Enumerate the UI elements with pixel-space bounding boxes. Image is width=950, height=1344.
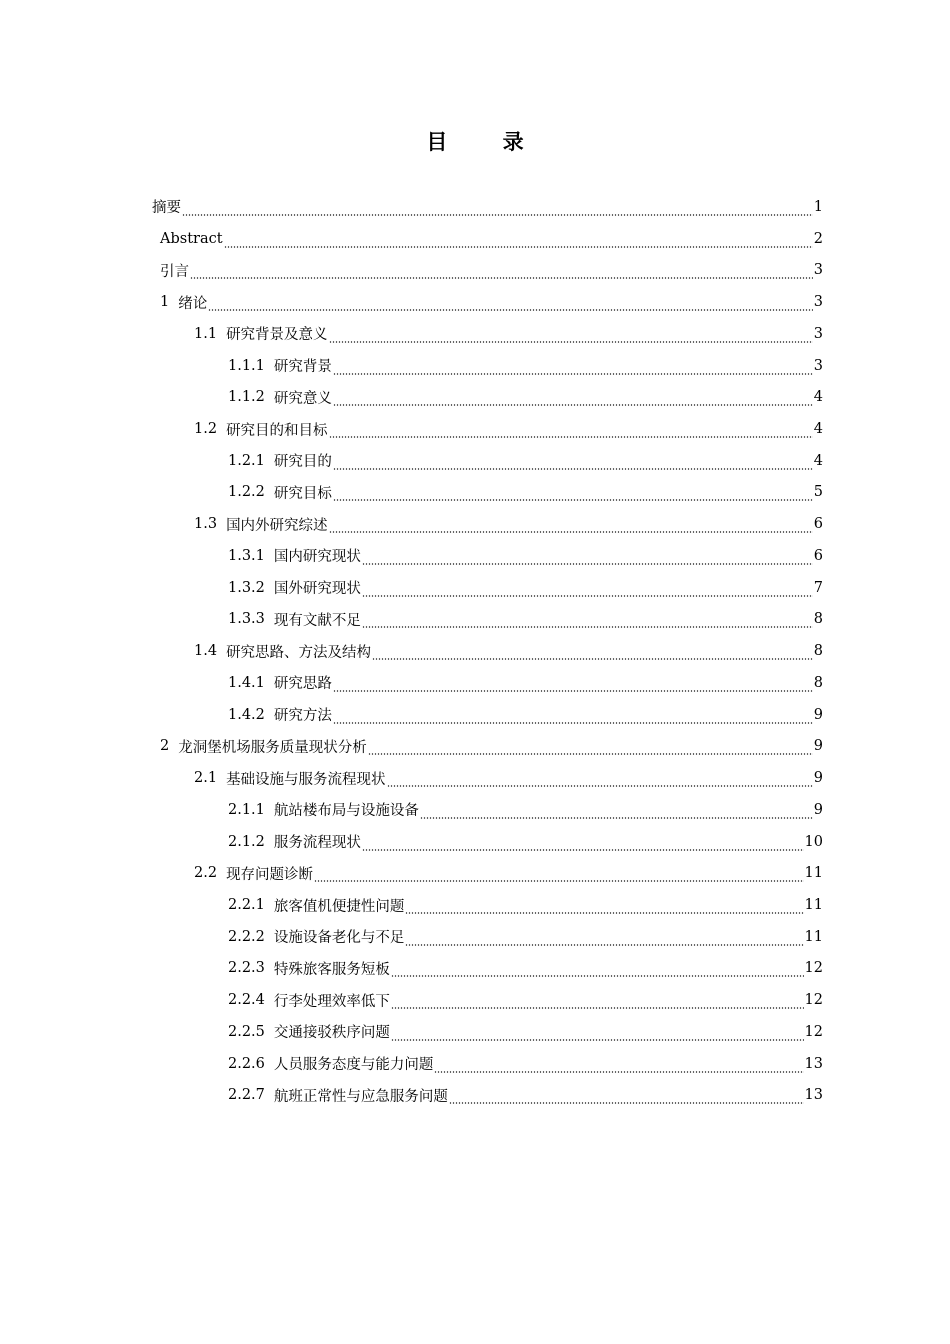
toc-entry-page-number: 9: [813, 801, 823, 818]
toc-dot-leader: [333, 712, 813, 724]
toc-entry[interactable]: [0, 699, 950, 731]
toc-entry-label: 龙洞堡机场服务质量现状分析: [178, 739, 367, 756]
toc-entry[interactable]: [0, 572, 950, 604]
toc-dot-leader: [333, 363, 813, 375]
toc-entry[interactable]: [0, 604, 950, 636]
toc-dot-leader: [372, 648, 813, 660]
toc-entry[interactable]: [0, 445, 950, 477]
toc-entry-page-number: 12: [804, 960, 823, 977]
toc-entry-number: 2.2.6: [228, 1055, 265, 1072]
toc-entry-label: 研究意义: [273, 390, 332, 407]
toc-entry-page-number: 9: [813, 770, 823, 787]
toc-entry-page-number: 11: [804, 865, 823, 882]
toc-entry[interactable]: [0, 1048, 950, 1080]
toc-entry-page-number: 2: [813, 230, 823, 247]
toc-dot-leader: [420, 807, 813, 819]
toc-entry-number: 1.3.1: [228, 547, 265, 564]
toc-entry-number: 2.2.3: [228, 960, 265, 977]
toc-dot-leader: [391, 965, 804, 977]
toc-entry[interactable]: [0, 223, 950, 255]
toc-dot-leader: [362, 839, 804, 851]
toc-entry[interactable]: [0, 413, 950, 445]
toc-entry-number: 1.3.2: [228, 579, 265, 596]
toc-entry-label: 研究目的: [273, 454, 332, 471]
toc-dot-leader: [362, 553, 813, 565]
toc-entry-label: Abstract: [160, 230, 223, 247]
toc-dot-leader: [224, 236, 813, 248]
toc-dot-leader: [190, 267, 813, 279]
toc-entry-page-number: 3: [813, 325, 823, 342]
toc-title: 目 录: [426, 130, 548, 154]
toc-dot-leader: [405, 902, 803, 914]
toc-entry[interactable]: [0, 477, 950, 509]
toc-dot-leader: [387, 775, 813, 787]
toc-dot-leader: [333, 394, 813, 406]
toc-entry-page-number: 4: [813, 389, 823, 406]
toc-entry-page-number: 13: [804, 1087, 823, 1104]
toc-entry-page-number: 12: [804, 1023, 823, 1040]
toc-entry-page-number: 4: [813, 421, 823, 437]
toc-dot-leader: [208, 299, 813, 311]
toc-entry-page-number: 9: [813, 706, 823, 723]
toc-entry[interactable]: [0, 1080, 950, 1112]
toc-entry-number: 2.1.1: [228, 801, 265, 818]
toc-entry-number: 1.4.2: [228, 706, 265, 723]
toc-entry-page-number: 11: [804, 897, 823, 914]
toc-entry-label: 现存问题诊断: [226, 866, 314, 883]
toc-entry-page-number: 6: [813, 547, 823, 564]
toc-entry-label: 研究目标: [273, 485, 332, 502]
toc-entry-number: 1.1.1: [228, 357, 265, 374]
toc-entry[interactable]: [0, 508, 950, 540]
toc-entry-page-number: 7: [813, 579, 823, 596]
toc-entry-label: 特殊旅客服务短板: [273, 961, 390, 978]
toc-entry-number: 1.4.1: [228, 674, 265, 691]
toc-dot-leader: [391, 1029, 804, 1041]
toc-dot-leader: [368, 743, 813, 755]
toc-dot-leader: [434, 1061, 803, 1073]
toc-entry-label: 摘要: [152, 200, 181, 217]
toc-entry-label: 研究思路、方法及结构: [226, 644, 372, 661]
toc-entry-number: 2.2.1: [228, 897, 265, 914]
toc-entry[interactable]: [0, 826, 950, 858]
toc-dot-leader: [329, 426, 813, 438]
toc-entry[interactable]: [0, 889, 950, 921]
toc-entry-number: 1.2: [194, 421, 218, 437]
toc-entry-number: 1.2.2: [228, 484, 265, 501]
toc-entry-page-number: 3: [813, 357, 823, 374]
toc-entry-label: 国外研究现状: [273, 581, 361, 598]
toc-entry-label: 研究背景及意义: [226, 327, 328, 344]
toc-entry[interactable]: [0, 1016, 950, 1048]
toc-entry[interactable]: [0, 635, 950, 667]
toc-entry-label: 研究方法: [273, 708, 332, 725]
toc-entry[interactable]: [0, 318, 950, 350]
toc-dot-leader: [314, 870, 803, 882]
toc-entry-number: 1.1: [194, 325, 218, 342]
toc-entry-number: 1.3: [194, 516, 218, 533]
toc-dot-leader: [329, 331, 813, 343]
toc-entry-page-number: 8: [813, 611, 823, 628]
toc-entry[interactable]: [0, 254, 950, 286]
toc-entry-page-number: 11: [804, 928, 823, 945]
toc-entry-label: 航班正常性与应急服务问题: [273, 1088, 448, 1105]
toc-entry-label: 行李处理效率低下: [273, 993, 390, 1010]
toc-entry-page-number: 5: [813, 484, 823, 501]
toc-entry-label: 研究目的和目标: [226, 422, 328, 439]
toc-dot-leader: [362, 585, 813, 597]
toc-entry-page-number: 10: [804, 833, 823, 850]
toc-dot-leader: [329, 521, 813, 533]
toc-entry-page-number: 3: [813, 262, 823, 279]
toc-entry-number: 2.2.7: [228, 1087, 265, 1104]
toc-dot-leader: [182, 204, 813, 216]
toc-entry[interactable]: [0, 350, 950, 382]
toc-entry-number: 2: [160, 738, 170, 755]
toc-entry-label: 研究思路: [273, 676, 332, 693]
toc-entry-page-number: 9: [813, 738, 823, 755]
toc-entry-label: 交通接驳秩序问题: [273, 1025, 390, 1042]
toc-entry[interactable]: [0, 286, 950, 318]
toc-entry-number: 2.1: [194, 770, 218, 787]
toc-dot-leader: [362, 616, 813, 628]
toc-entry-number: 2.1.2: [228, 833, 265, 850]
toc-entry-number: 1.4: [194, 643, 218, 660]
toc-entry-label: 国内研究现状: [273, 549, 361, 566]
toc-entry-label: 现有文献不足: [273, 612, 361, 629]
toc-entry[interactable]: [0, 762, 950, 794]
toc-entry-page-number: 12: [804, 992, 823, 1009]
toc-entry-page-number: 4: [813, 452, 823, 469]
toc-entry-label: 设施设备老化与不足: [273, 930, 405, 947]
toc-dot-leader: [405, 934, 803, 946]
toc-entry-label: 引言: [160, 263, 189, 280]
toc-entry-label: 旅客值机便捷性问题: [273, 898, 405, 915]
toc-entry-page-number: 13: [804, 1055, 823, 1072]
toc-dot-leader: [333, 458, 813, 470]
toc-entry[interactable]: [0, 953, 950, 985]
toc-dot-leader: [333, 489, 813, 501]
toc-dot-leader: [333, 680, 813, 692]
toc-entry[interactable]: [0, 381, 950, 413]
toc-entry[interactable]: [0, 984, 950, 1016]
toc-entry-number: 1.3.3: [228, 611, 265, 628]
toc-entry-page-number: 6: [813, 516, 823, 533]
toc-entry-page-number: 8: [813, 643, 823, 660]
toc-entry[interactable]: [0, 191, 950, 223]
toc-dot-leader: [449, 1092, 804, 1104]
toc-entry[interactable]: [0, 667, 950, 699]
toc-entry-page-number: 8: [813, 674, 823, 691]
toc-entry-number: 1.2.1: [228, 452, 265, 469]
toc-entry[interactable]: [0, 540, 950, 572]
toc-entry[interactable]: [0, 730, 950, 762]
toc-entry[interactable]: [0, 794, 950, 826]
toc-entry-number: 2.2.2: [228, 928, 265, 945]
toc-entry-label: 服务流程现状: [273, 835, 361, 852]
toc-dot-leader: [391, 997, 804, 1009]
toc-entry-label: 基础设施与服务流程现状: [226, 771, 386, 788]
toc-entry-number: 2.2: [194, 865, 218, 882]
toc-list: [0, 191, 950, 1111]
toc-entry-number: 2.2.4: [228, 992, 265, 1009]
toc-entry-label: 航站楼布局与设施设备: [273, 803, 419, 820]
toc-entry-page-number: 3: [813, 294, 823, 311]
toc-entry-label: 绪论: [178, 295, 208, 312]
toc-entry-number: 1: [160, 294, 170, 311]
toc-entry-label: 人员服务态度与能力问题: [273, 1057, 434, 1074]
toc-entry-label: 研究背景: [273, 359, 332, 376]
toc-entry-number: 1.1.2: [228, 389, 265, 406]
toc-entry-label: 国内外研究综述: [226, 517, 328, 534]
toc-entry-number: 2.2.5: [228, 1023, 265, 1040]
toc-entry[interactable]: [0, 921, 950, 953]
toc-entry-page-number: 1: [813, 198, 823, 215]
toc-entry[interactable]: [0, 857, 950, 889]
